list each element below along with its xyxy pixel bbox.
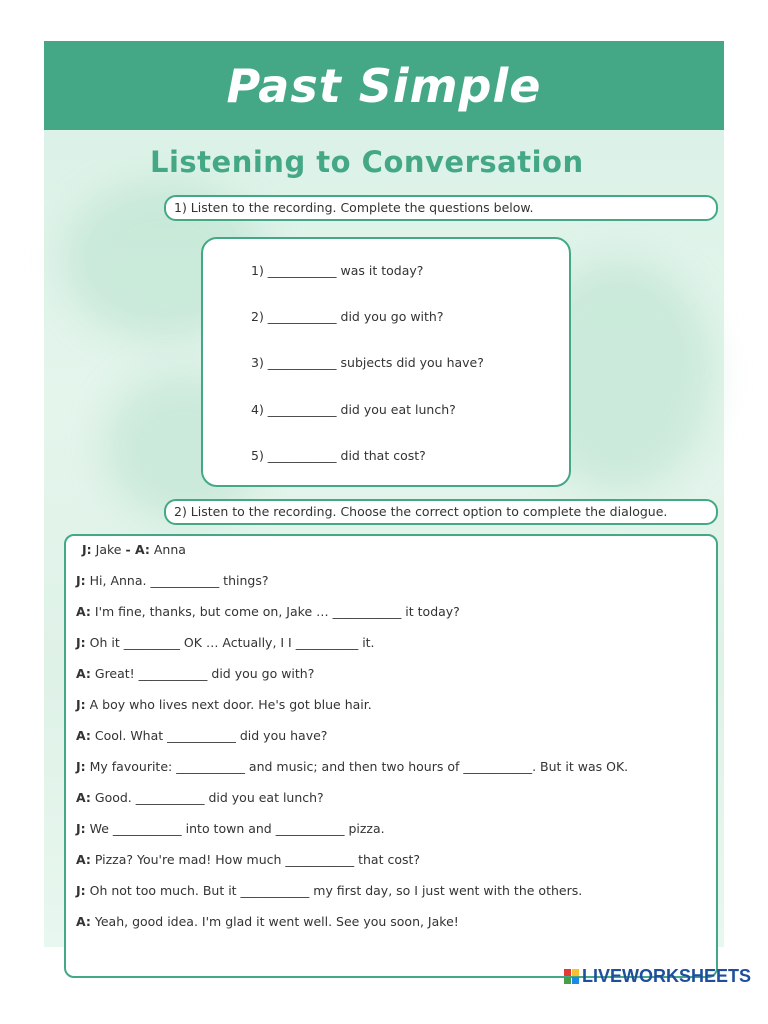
- dialogue-speaker: J:: [76, 635, 86, 650]
- dialogue-text: Oh not too much. But it ___________ my first day, so I just went with the others.: [85, 883, 583, 898]
- worksheet: [44, 41, 752, 986]
- dialogue-text: A boy who lives next door. He's got blue hair.: [85, 697, 372, 712]
- dialogue-line: [76, 604, 460, 619]
- dialogue-line: [76, 821, 385, 836]
- page-title: Past Simple: [226, 59, 542, 113]
- dialogue-speaker: J:: [76, 573, 86, 588]
- legend-name-jake: Jake: [91, 542, 126, 557]
- dialogue-box: [64, 534, 718, 978]
- title-banner: [44, 41, 724, 130]
- dialogue-speaker: J:: [76, 821, 86, 836]
- dialogue-text: We ___________ into town and ___________ pizza.: [85, 821, 385, 836]
- dialogue-line: [76, 697, 372, 712]
- dialogue-line: [76, 914, 459, 929]
- legend-speaker-a: - A:: [125, 542, 150, 557]
- dialogue-text: Cool. What ___________ did you have?: [90, 728, 328, 743]
- dialogue-line: [76, 852, 420, 867]
- dialogue-text: Great! ___________ did you go with?: [90, 666, 315, 681]
- speaker-legend: [82, 542, 186, 557]
- dialogue-text: Pizza? You're mad! How much ___________ that cost?: [90, 852, 421, 867]
- dialogue-text: Hi, Anna. ___________ things?: [85, 573, 269, 588]
- dialogue-text: My favourite: ___________ and music; and then two hours of ___________. But it was OK.: [85, 759, 629, 774]
- dialogue-line: [76, 573, 268, 588]
- question-3: 3) ___________ subjects did you have?: [251, 355, 484, 370]
- dialogue-text: Oh it _________ OK … Actually, I I __________ it.: [85, 635, 375, 650]
- dialogue-line: [76, 759, 628, 774]
- dialogue-speaker: A:: [76, 604, 91, 619]
- dialogue-text: I'm fine, thanks, but come on, Jake … ___________ it today?: [90, 604, 460, 619]
- dialogue-speaker: J:: [76, 883, 86, 898]
- dialogue-speaker: J:: [76, 697, 86, 712]
- dialogue-line: [76, 790, 324, 805]
- dialogue-text: Yeah, good idea. I'm glad it went well. See you soon, Jake!: [90, 914, 459, 929]
- dialogue-speaker: A:: [76, 790, 91, 805]
- dialogue-line: [76, 635, 375, 650]
- dialogue-speaker: A:: [76, 666, 91, 681]
- dialogue-speaker: J:: [76, 759, 86, 774]
- question-5: 5) ___________ did that cost?: [251, 448, 426, 463]
- questions-box: [201, 237, 571, 487]
- legend-speaker-j: J:: [82, 542, 92, 557]
- dialogue-speaker: A:: [76, 852, 91, 867]
- question-1: 1) ___________ was it today?: [251, 263, 424, 278]
- dialogue-speaker: A:: [76, 914, 91, 929]
- logo-text: LIVEWORKSHEETS: [582, 966, 752, 986]
- dialogue-text: Good. ___________ did you eat lunch?: [90, 790, 324, 805]
- liveworksheets-logo: [564, 966, 751, 987]
- logo-mark-icon: [564, 969, 579, 984]
- dialogue-line: [76, 666, 314, 681]
- question-4: 4) ___________ did you eat lunch?: [251, 402, 456, 417]
- instruction-1: 1) Listen to the recording. Complete the questions below.: [164, 195, 718, 221]
- instruction-2: 2) Listen to the recording. Choose the correct option to complete the dialogue.: [164, 499, 718, 525]
- dialogue-line: [76, 883, 582, 898]
- dialogue-line: [76, 728, 327, 743]
- dialogue-speaker: A:: [76, 728, 91, 743]
- page-subtitle: Listening to Conversation: [150, 145, 584, 179]
- legend-name-anna: Anna: [149, 542, 186, 557]
- question-2: 2) ___________ did you go with?: [251, 309, 444, 324]
